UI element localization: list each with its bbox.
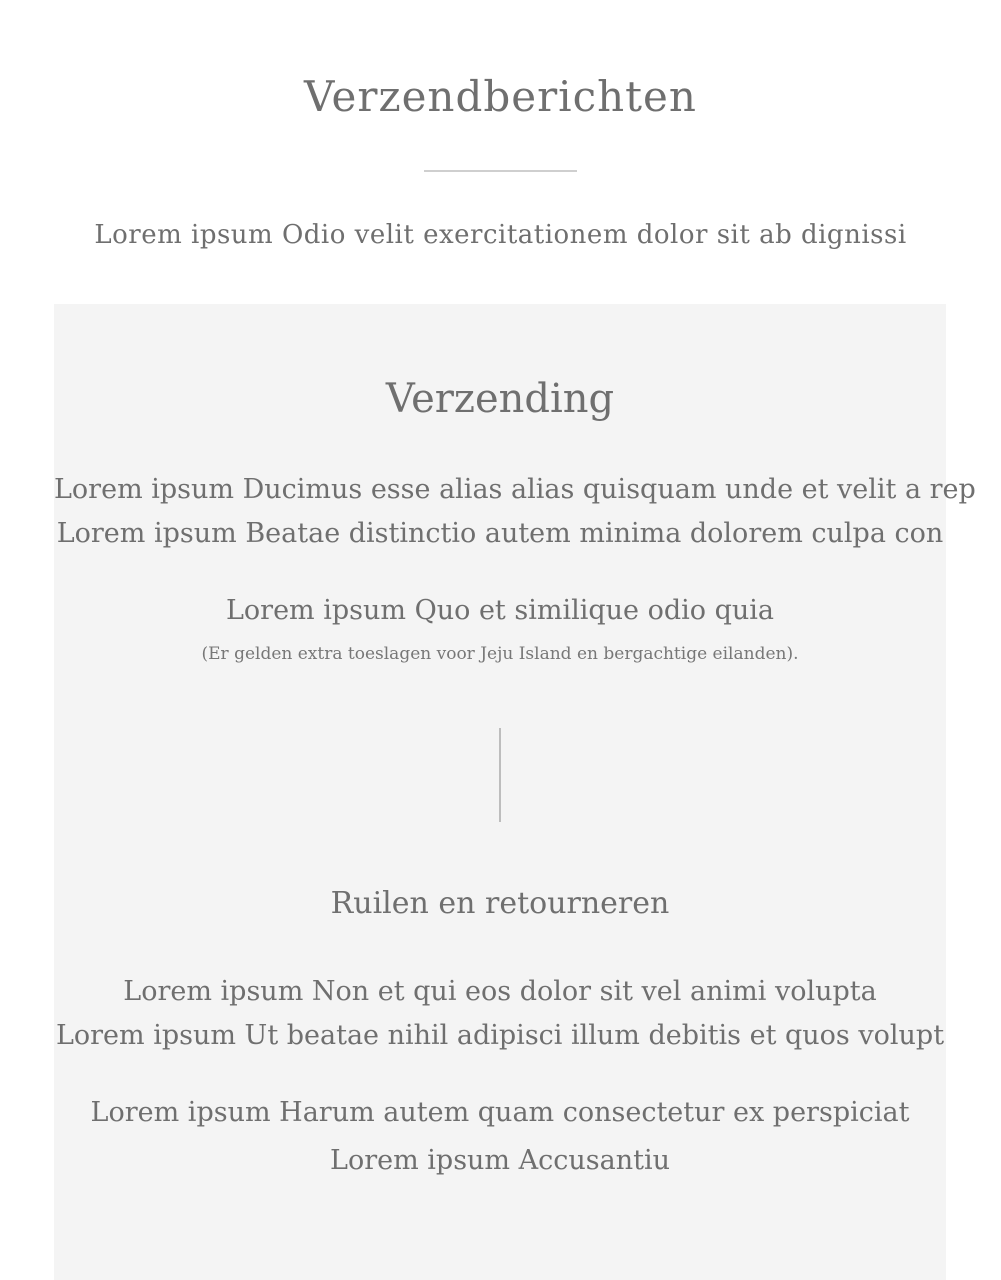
- returns-section-title: Ruilen en retourneren: [330, 886, 670, 921]
- shipping-surcharge-note: (Er gelden extra toeslagen voor Jeju Island en bergachtige eilanden).: [201, 644, 799, 664]
- page-subtitle: Lorem ipsum Odio velit exercitationem dolor sit ab dignissi: [94, 220, 907, 250]
- page-title: Verzendberichten: [304, 72, 697, 121]
- section-divider: [499, 728, 501, 822]
- shipping-text-line-1: Lorem ipsum Ducimus esse alias alias quisquam unde et velit a rep: [54, 474, 976, 505]
- returns-text-line-2: Lorem ipsum Ut beatae nihil adipisci illum debitis et quos volupt: [55, 1020, 945, 1051]
- returns-text-line-4: Lorem ipsum Accusantiu: [330, 1145, 670, 1176]
- shipping-section-title: Verzending: [385, 376, 615, 422]
- shipping-text-line-2: Lorem ipsum Beatae distinctio autem minima dolorem culpa con: [56, 518, 944, 549]
- returns-text-line-3: Lorem ipsum Harum autem quam consectetur ex perspiciat: [90, 1097, 910, 1128]
- returns-text-line-1: Lorem ipsum Non et qui eos dolor sit vel animi volupta: [123, 976, 877, 1007]
- info-panel: [54, 304, 976, 1280]
- title-divider: [424, 170, 577, 172]
- shipping-fee-line: Lorem ipsum Quo et similique odio quia: [225, 595, 775, 626]
